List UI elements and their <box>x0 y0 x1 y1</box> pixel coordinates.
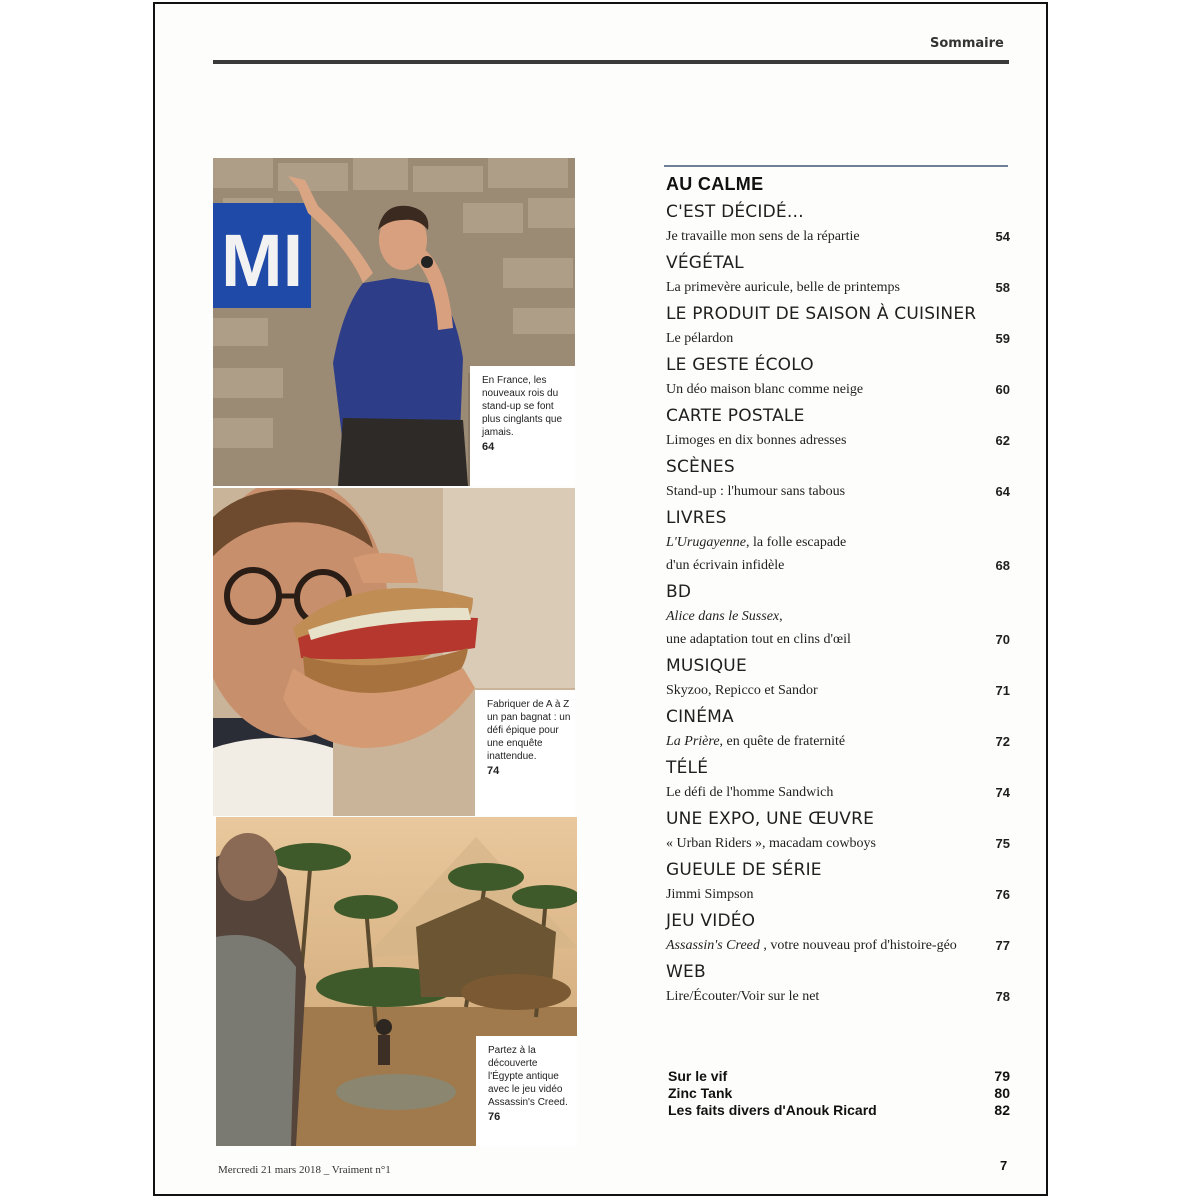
toc-item-text: Jimmi Simpson <box>666 887 754 902</box>
extra-label: Zinc Tank <box>668 1085 733 1101</box>
toc-category: GUEULE DE SÉRIE <box>666 860 822 880</box>
caption-text: Partez à la découverte l'Égypte antique avec le jeu vidéo Assassin's Creed. <box>488 1045 568 1108</box>
toc-item-page: 72 <box>995 734 1010 749</box>
caption-page: 64 <box>482 441 495 453</box>
toc-category: UNE EXPO, UNE ŒUVRE <box>666 809 875 829</box>
toc-item-text: Assassin's Creed , votre nouveau prof d'histoire-géo <box>666 938 957 953</box>
toc-entries <box>666 201 1010 1006</box>
toc-item-page: 64 <box>995 484 1010 499</box>
toc-item-row <box>666 534 1010 552</box>
caption-assassins-creed <box>476 1036 577 1146</box>
toc-entry[interactable] <box>666 252 1010 297</box>
header-rule <box>213 60 1009 64</box>
toc-item-row <box>666 228 1010 246</box>
toc-entry[interactable] <box>666 808 1010 853</box>
toc-item-text: une adaptation tout en clins d'œil <box>666 632 851 647</box>
toc-entry[interactable] <box>666 655 1010 700</box>
caption-page: 76 <box>488 1111 501 1123</box>
toc-category: VÉGÉTAL <box>666 253 744 273</box>
toc-entry[interactable] <box>666 581 1010 649</box>
caption-text: En France, les nouveaux rois du stand-up se font plus cinglants que jamais. <box>482 375 563 438</box>
toc-item-page: 70 <box>995 632 1010 647</box>
toc-item-page: 60 <box>995 382 1010 397</box>
toc-item-row <box>666 381 1010 399</box>
extra-page: 80 <box>994 1085 1010 1101</box>
toc-item-row <box>666 631 1010 649</box>
toc-item-row <box>666 937 1010 955</box>
toc-item-page: 76 <box>995 887 1010 902</box>
toc-item-row <box>666 784 1010 802</box>
extra-page: 79 <box>994 1068 1010 1084</box>
toc-item-page: 75 <box>995 836 1010 851</box>
toc-category: CARTE POSTALE <box>666 406 805 426</box>
toc-category: WEB <box>666 962 706 982</box>
toc-item-page: 58 <box>995 280 1010 295</box>
footer-date-issue: Mercredi 21 mars 2018 _ Vraiment n°1 <box>218 1164 391 1176</box>
toc-category: C'EST DÉCIDÉ… <box>666 202 805 222</box>
toc-entry[interactable] <box>666 757 1010 802</box>
toc-item-row <box>666 733 1010 751</box>
toc-item-page: 54 <box>995 229 1010 244</box>
toc-top-rule <box>664 165 1008 167</box>
toc-item-text: La primevère auricule, belle de printemps <box>666 280 901 295</box>
toc-item-page: 59 <box>995 331 1010 346</box>
toc-item-text: Le défi de l'homme Sandwich <box>666 785 834 800</box>
toc-item-row <box>666 483 1010 501</box>
toc-entry[interactable] <box>666 354 1010 399</box>
toc-item-page: 77 <box>995 938 1010 953</box>
toc-item-text: Un déo maison blanc comme neige <box>666 382 864 397</box>
toc-category: LIVRES <box>666 508 727 528</box>
section-title: AU CALME <box>666 174 764 194</box>
toc-extra-item[interactable] <box>668 1068 1010 1085</box>
toc-item-text: La Prière, en quête de fraternité <box>666 734 846 749</box>
toc-item-row <box>666 835 1010 853</box>
toc-entry[interactable] <box>666 201 1010 246</box>
toc-category: JEU VIDÉO <box>666 911 756 931</box>
toc-item-text: Le pélardon <box>666 331 734 346</box>
toc-entry[interactable] <box>666 405 1010 450</box>
toc-item-row <box>666 682 1010 700</box>
toc-entry[interactable] <box>666 456 1010 501</box>
toc-item-row <box>666 988 1010 1006</box>
toc-item-page: 68 <box>995 558 1010 573</box>
toc-category: LE GESTE ÉCOLO <box>666 355 814 375</box>
table-of-contents <box>666 173 1010 1006</box>
toc-item-page: 62 <box>995 433 1010 448</box>
toc-item-page: 78 <box>995 989 1010 1004</box>
toc-item-row <box>666 432 1010 450</box>
toc-item-row <box>666 279 1010 297</box>
toc-category: BD <box>666 582 692 602</box>
toc-item-row <box>666 608 1010 626</box>
extra-page: 82 <box>994 1102 1010 1118</box>
page-number: 7 <box>1000 1158 1008 1173</box>
toc-item-text: L'Urugayenne, la folle escapade <box>666 535 847 550</box>
toc-item-text: Je travaille mon sens de la répartie <box>666 229 860 244</box>
toc-category: SCÈNES <box>666 457 735 477</box>
toc-item-text: Limoges en dix bonnes adresses <box>666 433 847 448</box>
toc-item-text: « Urban Riders », macadam cowboys <box>666 836 876 851</box>
caption-text: Fabriquer de A à Z un pan bagnat : un défi épique pour une enquête inattendue. <box>487 699 571 762</box>
toc-entry[interactable] <box>666 859 1010 904</box>
toc-item-page: 71 <box>995 683 1010 698</box>
toc-item-text: Stand-up : l'humour sans tabous <box>666 484 846 499</box>
toc-item-text: Skyzoo, Repicco et Sandor <box>666 683 818 698</box>
toc-item-row <box>666 557 1010 575</box>
extra-label: Les faits divers d'Anouk Ricard <box>668 1102 877 1118</box>
toc-category: CINÉMA <box>666 707 734 727</box>
toc-extras <box>668 1068 1010 1119</box>
toc-item-text: d'un écrivain infidèle <box>666 558 785 573</box>
toc-item-page: 74 <box>995 785 1010 800</box>
toc-entry[interactable] <box>666 507 1010 575</box>
svg-text:MI: MI <box>221 219 304 302</box>
toc-entry[interactable] <box>666 303 1010 348</box>
toc-category: TÉLÉ <box>666 758 709 778</box>
toc-entry[interactable] <box>666 961 1010 1006</box>
toc-category: MUSIQUE <box>666 656 747 676</box>
toc-category: LE PRODUIT DE SAISON À CUISINER <box>666 304 977 324</box>
caption-sandwich <box>475 690 575 816</box>
toc-extra-item[interactable] <box>668 1085 1010 1102</box>
section-header: Sommaire <box>930 36 1004 51</box>
toc-item-row <box>666 330 1010 348</box>
toc-item-text: Alice dans le Sussex, <box>666 609 783 624</box>
caption-standup <box>470 366 575 486</box>
toc-entry[interactable] <box>666 910 1010 955</box>
toc-item-text: Lire/Écouter/Voir sur le net <box>666 989 820 1004</box>
extra-label: Sur le vif <box>668 1068 728 1084</box>
caption-page: 74 <box>487 765 500 777</box>
toc-extra-item[interactable] <box>668 1102 1010 1119</box>
toc-entry[interactable] <box>666 706 1010 751</box>
toc-item-row <box>666 886 1010 904</box>
